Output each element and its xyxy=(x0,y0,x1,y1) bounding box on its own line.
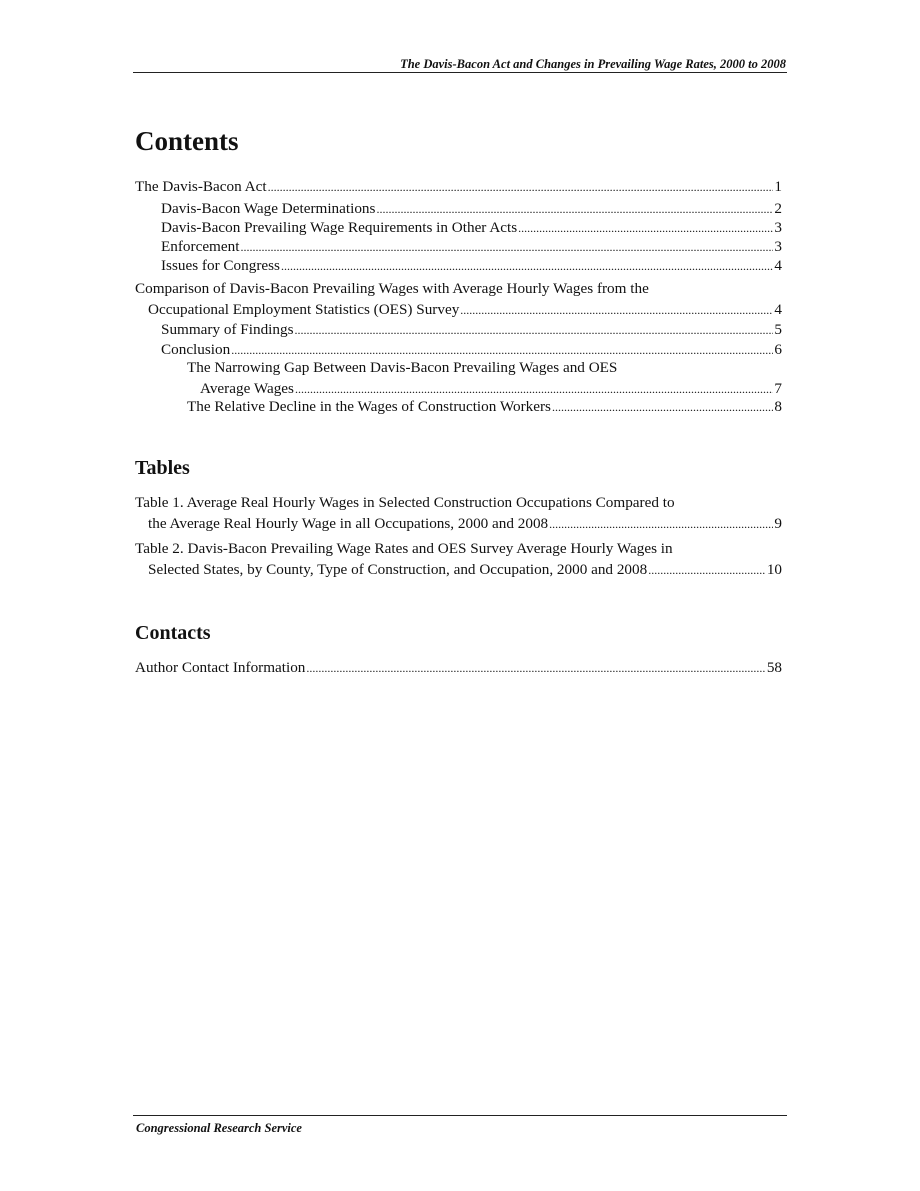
toc-entry-page: 9 xyxy=(774,515,782,532)
toc-entry-narrowing-gap[interactable] xyxy=(187,357,782,400)
toc-entry-title: Author Contact Information xyxy=(135,659,306,676)
dot-leader xyxy=(281,256,773,277)
toc-entry-author-contact[interactable] xyxy=(135,657,782,679)
toc-entry-title-line2: Occupational Employment Statistics (OES) Survey xyxy=(148,301,460,318)
toc-entry-title-line1: Comparison of Davis-Bacon Prevailing Wages with Average Hourly Wages from the xyxy=(135,280,649,297)
toc-entry-page: 4 xyxy=(774,301,782,318)
toc-entry-title-line1: Table 1. Average Real Hourly Wages in Selected Construction Occupations Compared to xyxy=(135,494,675,511)
toc-entry-title: The Relative Decline in the Wages of Construction Workers xyxy=(187,398,551,415)
toc-entry-page: 58 xyxy=(766,659,782,676)
toc-entry-summary-of-findings[interactable] xyxy=(161,319,782,341)
toc-entry-page: 2 xyxy=(774,200,782,217)
toc-entry-title: Issues for Congress xyxy=(161,257,280,274)
running-header: The Davis-Bacon Act and Changes in Prevailing Wage Rates, 2000 to 2008 xyxy=(400,57,786,71)
toc-entry-title: Davis-Bacon Prevailing Wage Requirements in Other Acts xyxy=(161,219,518,236)
toc-entry-title: The Davis-Bacon Act xyxy=(135,178,267,195)
header-rule xyxy=(133,72,787,73)
toc-entry-page: 1 xyxy=(774,178,782,195)
toc-entry-page: 3 xyxy=(774,219,782,236)
toc-entry-title-line2: Selected States, by County, Type of Construction, and Occupation, 2000 and 2008 xyxy=(148,561,648,578)
dot-leader xyxy=(648,560,766,581)
contacts-heading: Contacts xyxy=(135,622,211,644)
toc-entry-page: 8 xyxy=(774,398,782,415)
toc-entry-page: 6 xyxy=(774,341,782,358)
toc-entry-title: Davis-Bacon Wage Determinations xyxy=(161,200,376,217)
dot-leader xyxy=(552,397,773,418)
toc-entry-page: 5 xyxy=(774,321,782,338)
toc-entry-page: 10 xyxy=(766,561,782,578)
toc-entry-page: 7 xyxy=(774,380,782,397)
dot-leader xyxy=(268,177,774,198)
footer-text: Congressional Research Service xyxy=(136,1121,302,1135)
toc-entry-issues-for-congress[interactable] xyxy=(161,255,782,277)
toc-entry-table-1[interactable] xyxy=(135,492,782,535)
toc-entry-comparison[interactable] xyxy=(135,278,782,321)
dot-leader xyxy=(294,320,773,341)
toc-entry-relative-decline[interactable] xyxy=(187,396,782,418)
contents-heading: Contents xyxy=(135,126,239,156)
dot-leader xyxy=(549,514,773,535)
tables-heading: Tables xyxy=(135,457,190,479)
toc-entry-title: Enforcement xyxy=(161,238,240,255)
toc-entry-title-line2: Average Wages xyxy=(200,380,294,397)
toc-entry-davis-bacon-act[interactable] xyxy=(135,176,782,198)
dot-leader xyxy=(306,658,765,679)
toc-entry-page: 3 xyxy=(774,238,782,255)
toc-entry-table-2[interactable] xyxy=(135,538,782,581)
toc-entry-title-line1: The Narrowing Gap Between Davis-Bacon Prevailing Wages and OES xyxy=(187,359,618,376)
toc-entry-title-line1: Table 2. Davis-Bacon Prevailing Wage Rates and OES Survey Average Hourly Wages in xyxy=(135,540,673,557)
dot-leader xyxy=(460,300,773,321)
toc-entry-page: 4 xyxy=(774,257,782,274)
toc-entry-title: Summary of Findings xyxy=(161,321,294,338)
toc-entry-title-line2: the Average Real Hourly Wage in all Occupations, 2000 and 2008 xyxy=(148,515,549,532)
footer-rule xyxy=(133,1115,787,1116)
toc-entry-title: Conclusion xyxy=(161,341,231,358)
